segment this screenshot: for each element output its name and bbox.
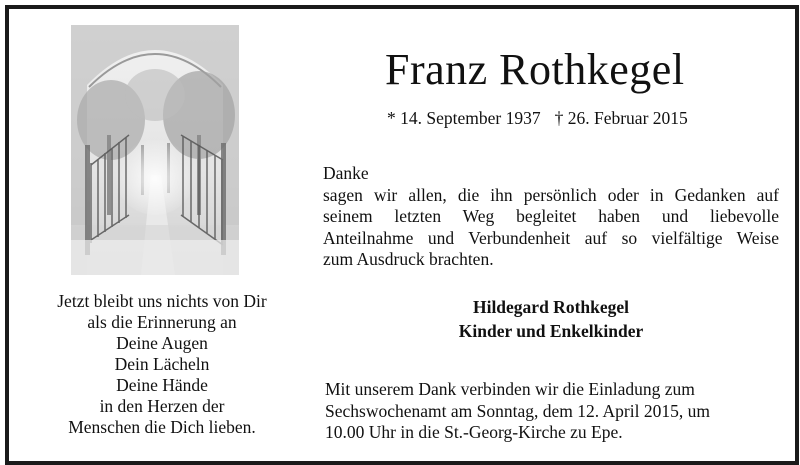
poem-line: Deine Augen — [116, 333, 208, 353]
death-date: † 26. Februar 2015 — [554, 108, 688, 128]
thanks-heading: Danke — [323, 163, 369, 183]
birth-date: * 14. September 1937 — [387, 108, 541, 128]
memorial-poem — [17, 291, 307, 438]
poem-line: Dein Lächeln — [114, 354, 210, 374]
signers — [323, 295, 779, 343]
cemetery-gate-illustration — [71, 25, 239, 275]
poem-line: in den Herzen der — [99, 396, 225, 416]
poem-line: Deine Hände — [116, 375, 208, 395]
signer-line: Kinder und Enkelkinder — [458, 321, 644, 341]
invitation-line: Mit unserem Dank verbinden wir die Einladung zum — [325, 379, 695, 399]
invitation-line: 10.00 Uhr in die St.-Georg-Kirche zu Epe. — [325, 422, 623, 442]
thanks-line: seinem letzten Weg begleitet haben und liebevolle — [323, 206, 779, 226]
thanks-paragraph — [323, 163, 779, 271]
poem-line: Menschen die Dich lieben. — [68, 417, 256, 437]
invitation-paragraph — [325, 379, 785, 444]
life-dates — [387, 107, 688, 129]
invitation-line: Sechswochenamt am Sonntag, dem 12. April 2015, um — [325, 400, 710, 421]
poem-line: Jetzt bleibt uns nichts von Dir — [57, 291, 267, 311]
signer-line: Hildegard Rothkegel — [472, 297, 630, 317]
gate-image-svg — [71, 25, 239, 275]
deceased-name: Franz Rothkegel — [385, 45, 685, 94]
thanks-line: zum Ausdruck brachten. — [323, 249, 494, 269]
thanks-line: Anteilnahme und Verbundenheit auf so vielfältige Weise — [323, 227, 779, 248]
poem-line: als die Erinnerung an — [87, 312, 237, 332]
obituary-frame — [5, 5, 799, 465]
thanks-line: sagen wir allen, die ihn persönlich oder in Gedanken auf — [323, 184, 779, 205]
